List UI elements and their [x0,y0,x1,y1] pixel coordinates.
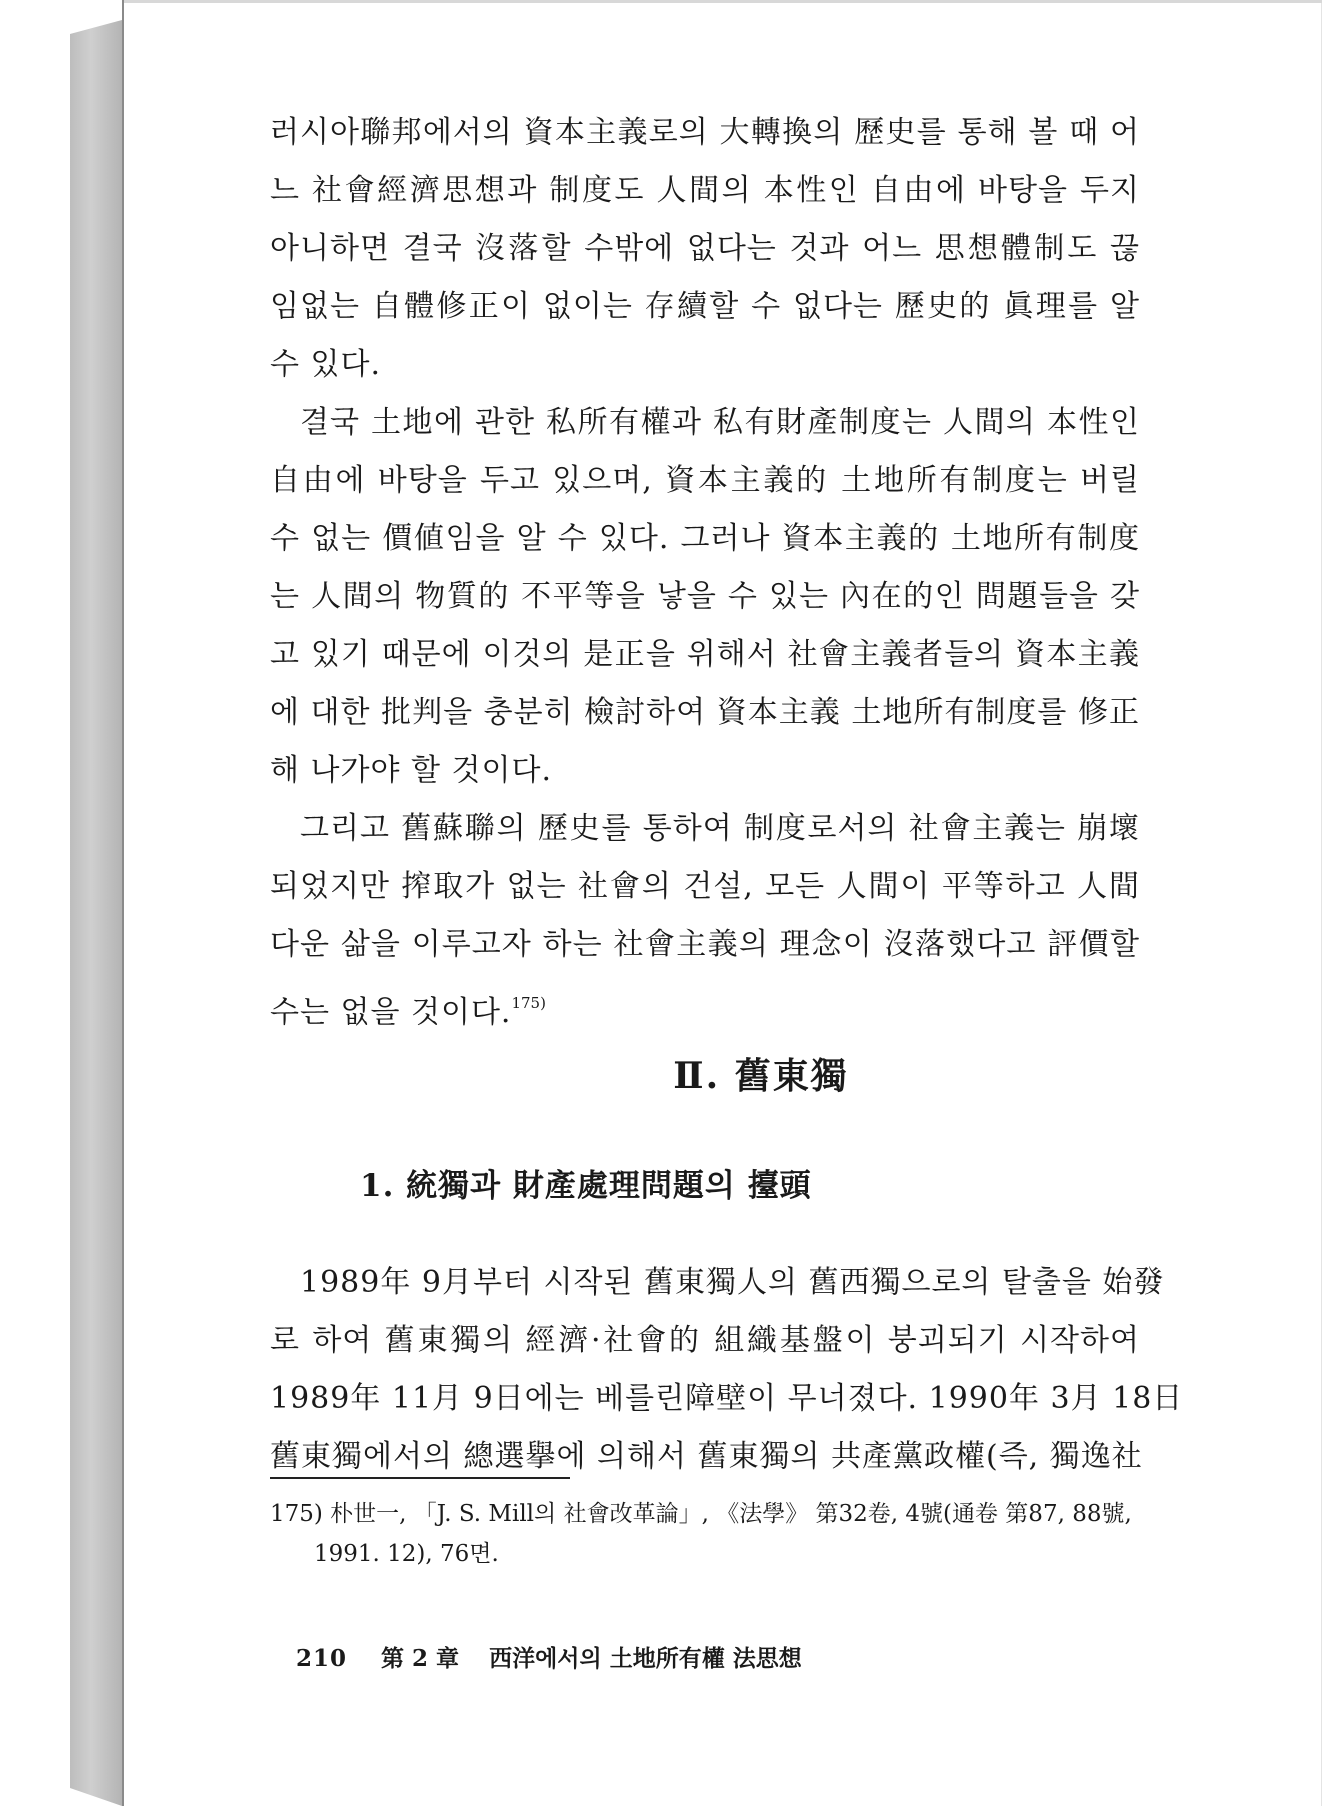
text-line: 결국 土地에 관한 私所有權과 私有財產制度는 人間의 本性인 [300,405,1140,440]
running-footer [296,1640,802,1673]
text-line: 되었지만 搾取가 없는 社會의 건설, 모든 人間이 平等하고 人間 [270,869,1140,904]
footnote-line: 1991. 12), 76면. [314,1541,499,1567]
text-line: 수 없는 價値임을 알 수 있다. 그러나 資本主義的 土地所有制度 [270,521,1140,556]
text-line: 임없는 自體修正이 없이는 存續할 수 없다는 歷史的 眞理를 알 [270,289,1140,324]
text-line: 1989年 11月 9日에는 베를린障壁이 무너졌다. 1990年 3月 18日 [270,1381,1184,1416]
text-line: 해 나가야 할 것이다. [270,753,552,788]
paragraph-1 [270,104,1140,394]
subsection-title: 1. 統獨과 財產處理問題의 擡頭 [360,1168,812,1204]
text-line: 러시아聯邦에서의 資本主義로의 大轉換의 歷史를 통해 볼 때 어 [270,115,1140,150]
text-line: 舊東獨에서의 總選擧에 의해서 舊東獨의 共產黨政權(즉, 獨逸社 [270,1439,1143,1474]
text-line: 다운 삶을 이루고자 하는 社會主義의 理念이 沒落했다고 評價할 [270,927,1140,962]
text-line: 自由에 바탕을 두고 있으며, 資本主義的 土地所有制度는 버릴 [270,463,1140,498]
text-line: 수 있다. [270,347,382,382]
text-line: 고 있기 때문에 이것의 是正을 위해서 社會主義者들의 資本主義 [270,637,1140,672]
chapter-label: 第 2 章 [381,1645,460,1672]
footnote [270,1494,1140,1574]
text-line-with-footnote-ref [270,974,1140,1032]
text-line: 에 대한 批判을 충분히 檢討하여 資本主義 土地所有制度를 修正 [270,695,1140,730]
paragraph-2 [270,394,1140,800]
text-line: 1989年 9月부터 시작된 舊東獨人의 舊西獨으로의 탈출을 始發 [300,1265,1165,1300]
text-line: 수는 없을 것이다. [270,995,512,1030]
book-spine-edge [70,20,122,1806]
footnote-divider [270,1477,570,1479]
footnote-line: 175) 朴世一, 「J. S. Mill의 社會改革論」, 《法學》 第32卷, 4號(通卷 第87, 88號, [270,1501,1132,1527]
text-line: 로 하여 舊東獨의 經濟·社會的 組織基盤이 붕괴되기 시작하여 [270,1323,1140,1358]
text-line: 는 人間의 物質的 不平等을 낳을 수 있는 內在的인 問題들을 갖 [270,579,1140,614]
footnote-reference[interactable]: 175) [511,994,546,1012]
paragraph-4 [270,1254,1184,1486]
body-text-bottom [270,1254,1184,1486]
text-line: 아니하면 결국 沒落할 수밖에 없다는 것과 어느 思想體制도 끊 [270,231,1140,266]
chapter-title: 西洋에서의 土地所有權 法思想 [489,1645,802,1672]
body-text-top [270,104,1140,1032]
text-line: 그리고 舊蘇聯의 歷史를 통하여 制度로서의 社會主義는 崩壞 [300,811,1140,846]
section-title: Ⅱ. 舊東獨 [673,1055,849,1097]
text-line: 느 社會經濟思想과 制度도 人間의 本性인 自由에 바탕을 두지 [270,173,1140,208]
page-number: 210 [296,1645,348,1672]
paragraph-3 [270,800,1140,1032]
